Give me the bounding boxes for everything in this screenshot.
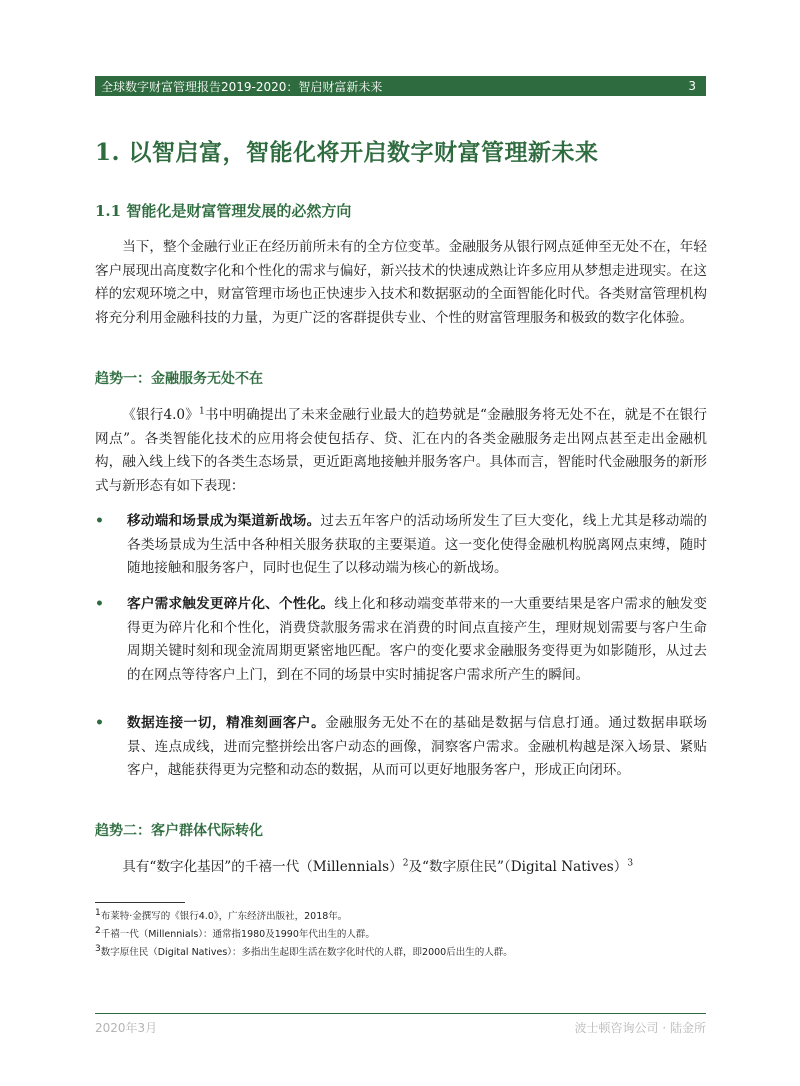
footnote-text: 千禧一代（Millennials）：通常指1980及1990年代出生的人群。 bbox=[100, 929, 375, 940]
section-heading: 1.1 智能化是财富管理发展的必然方向 bbox=[95, 202, 352, 220]
bullet-lead: 移动端和场景成为渠道新战场。 bbox=[127, 513, 321, 529]
footnote-number: 1 bbox=[95, 907, 101, 918]
bullet-icon: • bbox=[95, 715, 104, 731]
bullet-item bbox=[95, 712, 707, 783]
running-header bbox=[95, 76, 706, 96]
intro-paragraph: 当下，整个金融行业正在经历前所未有的全方位变革。金融服务从银行网点延伸至无处不在，年轻客户展现出高度数字化和个性化的需求与偏好，新兴技术的快速成熟让许多应用从梦想走进现实。在这样的宏观环境之中，财富管理市场也正快速步入技术和数据驱动的全面智能化时代。各类财富管理机构将充分利用金融科技的力量，为更广泛的客群提供专业、个性的财富管理服务和极致的数字化体验。 bbox=[95, 239, 707, 326]
bullet-icon: • bbox=[95, 513, 104, 529]
trend2-heading: 趋势二：客户群体代际转化 bbox=[95, 823, 263, 839]
bullet-item bbox=[95, 593, 707, 687]
trend2-text-b: 及“数字原住民”（Digital Natives） bbox=[408, 859, 628, 875]
trend1-heading: 趋势一：金融服务无处不在 bbox=[95, 371, 263, 387]
footer-divider bbox=[95, 1013, 706, 1014]
footnote-text: 数字原住民（Digital Natives）：多指出生起即生活在数字化时代的人群，即2000后出生的人群。 bbox=[100, 947, 513, 958]
bullet-text bbox=[127, 712, 707, 783]
footnote-text: 布莱特·金撰写的《银行4.0》，广东经济出版社，2018年。 bbox=[100, 911, 348, 922]
bullet-text bbox=[127, 593, 707, 687]
bullet-lead: 数据连接一切，精准刻画客户。 bbox=[127, 715, 326, 731]
footnote-ref-1: 1 bbox=[198, 406, 205, 417]
bullet-text bbox=[127, 510, 707, 581]
trend2-paragraph bbox=[95, 856, 707, 880]
trend2-text-a: 具有“数字化基因”的千禧一代（Millennials） bbox=[122, 859, 403, 875]
footnote-ref-3: 3 bbox=[627, 858, 634, 869]
footnote-1 bbox=[95, 907, 348, 924]
bullet-item bbox=[95, 510, 707, 581]
footnote-number: 2 bbox=[95, 925, 101, 936]
trend1-paragraph bbox=[95, 404, 707, 498]
footnote-number: 3 bbox=[95, 943, 101, 954]
bullet-body: 过去五年客户的活动场所发生了巨大变化，线上尤其是移动端的各类场景成为生活中各种相关服务获取的主要渠道。这一变化使得金融机构脱离网点束缚，随时随地接触和服务客户，同时也促生了以移动端为核心的新战场。 bbox=[127, 513, 707, 577]
trend1-paragraph-text: 书中明确提出了未来金融行业最大的趋势就是“金融服务将无处不在，就是不在银行网点”。各类智能化技术的应用将会使包括存、贷、汇在内的各类金融服务走出网点甚至走出金融机构，融入线上线下的各类生态场景，更近距离地接触并服务客户。具体而言，智能时代金融服务的新形式与新形态有如下表现： bbox=[95, 407, 707, 494]
page-number: 3 bbox=[688, 79, 696, 93]
footer-organization: 波士顿咨询公司 · 陆金所 bbox=[574, 1021, 706, 1035]
book-title: 《银行4.0》 bbox=[122, 407, 199, 423]
bullet-icon: • bbox=[95, 596, 104, 612]
running-header-title: 全球数字财富管理报告2019-2020：智启财富新未来 bbox=[101, 79, 383, 94]
bullet-body: 金融服务无处不在的基础是数据与信息打通。通过数据串联场景、连点成线，进而完整拼绘出客户动态的画像，洞察客户需求。金融机构越是深入场景、紧贴客户，越能获得更为完整和动态的数据，从而可以更好地服务客户，形成正向闭环。 bbox=[127, 715, 708, 779]
chapter-heading: 1. 以智启富，智能化将开启数字财富管理新未来 bbox=[95, 139, 599, 166]
footnote-divider bbox=[95, 902, 185, 903]
bullet-lead: 客户需求触发更碎片化、个性化。 bbox=[127, 596, 335, 612]
footer-date: 2020年3月 bbox=[95, 1021, 158, 1035]
footnote-3 bbox=[95, 943, 513, 960]
bullet-body: 线上化和移动端变革带来的一大重要结果是客户需求的触发变得更为碎片化和个性化，消费贷款服务需求在消费的时间点直接产生，理财规划需要与客户生命周期关键时刻和现金流周期更紧密地匹配。客户的变化要求金融服务变得更为如影随形，从过去的在网点等待客户上门，到在不同的场景中实时捕捉客户需求所产生的瞬间。 bbox=[127, 596, 708, 683]
footnote-ref-2: 2 bbox=[402, 858, 409, 869]
footnote-2 bbox=[95, 925, 375, 942]
